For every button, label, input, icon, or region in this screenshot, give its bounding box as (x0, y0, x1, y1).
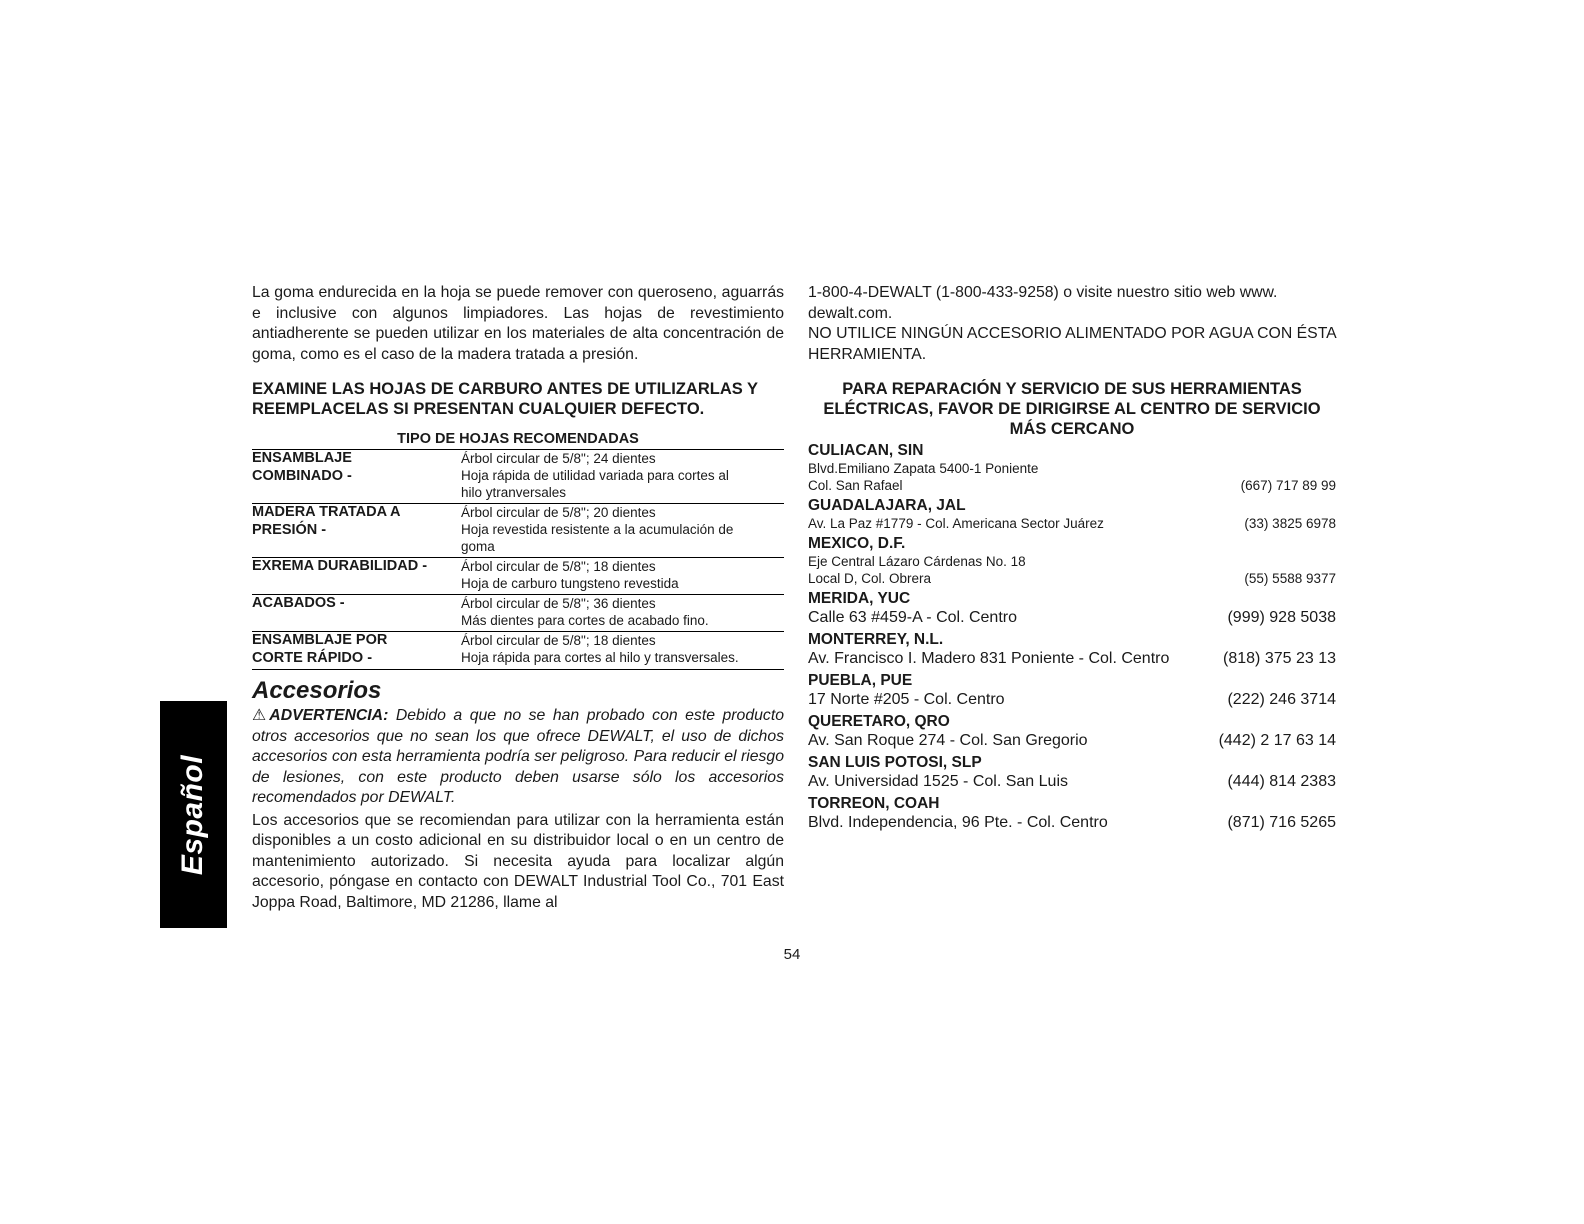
blade-type-label-line: MADERA TRATADA A (252, 504, 401, 520)
warning-triangle-icon: ⚠ (252, 707, 270, 724)
service-center-address: Col. San Rafael (808, 478, 903, 493)
blade-table-title: TIPO DE HOJAS RECOMENDADAS (397, 431, 639, 447)
blade-table-row (252, 450, 784, 504)
service-center-line (808, 690, 1336, 710)
blade-description-line: Hoja de carburo tungsteno revestida (461, 576, 679, 591)
service-center-phone: (444) 814 2383 (1227, 773, 1336, 790)
blade-type-label-line: ENSAMBLAJE (252, 450, 352, 466)
language-side-tab (160, 701, 227, 928)
service-center-line (808, 731, 1336, 751)
blade-description-line: Árbol circular de 5/8"; 18 dientes (461, 633, 656, 648)
service-center (808, 753, 1336, 792)
service-center-line (808, 649, 1336, 669)
service-center (808, 496, 1336, 532)
service-center-phone: (999) 928 5038 (1227, 609, 1336, 626)
service-center (808, 671, 1336, 710)
service-center-phone: (871) 716 5265 (1227, 814, 1336, 831)
blade-description (461, 450, 784, 504)
blade-description-line: Árbol circular de 5/8"; 36 dientes (461, 596, 656, 611)
blade-type-label-line: ENSAMBLAJE POR (252, 632, 388, 648)
blade-description-line: Hoja revestida resistente a la acumulación de (461, 522, 734, 537)
service-center (808, 589, 1336, 628)
blade-type-label-line: CORTE RÁPIDO - (252, 649, 373, 666)
blade-table-row (252, 595, 784, 632)
service-center-line (808, 460, 1336, 477)
service-center-city: QUERETARO, QRO (808, 713, 950, 730)
contact-continuation: 1-800-4-DEWALT (1-800-433-9258) o visite nuestro sitio web www. dewalt.com. (808, 284, 1278, 322)
service-center-line (808, 515, 1336, 532)
accessories-paragraph: Los accesorios que se recomiendan para utilizar con la herramienta están disponibles a un costo adicional en su distribuidor local o en un centro de mantenimiento autorizado. Si necesita ayuda para localizar algún accesorio, póngase en contacto con DEWALT Industrial Tool Co., 701 East Joppa Road, Baltimore, MD 21286, llame al (252, 811, 784, 911)
blade-description (461, 632, 784, 670)
service-center-address: Av. Universidad 1525 - Col. San Luis (808, 773, 1068, 790)
service-center-address: Av. Francisco I. Madero 831 Poniente - Col. Centro (808, 650, 1170, 667)
service-center-city: MERIDA, YUC (808, 590, 911, 607)
warning-lead (252, 707, 388, 724)
service-center-line (808, 553, 1336, 570)
service-center-line (808, 570, 1336, 587)
service-center (808, 441, 1336, 494)
service-center-address: 17 Norte #205 - Col. Centro (808, 691, 1005, 708)
service-center-phone: (442) 2 17 63 14 (1218, 732, 1336, 749)
service-center-address: Av. San Roque 274 - Col. San Gregorio (808, 732, 1088, 749)
service-center-city: MONTERREY, N.L. (808, 631, 944, 648)
blade-type-label (252, 450, 461, 504)
service-center (808, 712, 1336, 751)
blade-table-row (252, 632, 784, 670)
carbide-warning-heading: EXAMINE LAS HOJAS DE CARBURO ANTES DE UTILIZARLAS Y REEMPLACELAS SI PRESENTAN CUALQUIER DEFECTO. (252, 380, 758, 418)
service-center (808, 630, 1336, 669)
blade-description (461, 595, 784, 632)
service-center-phone: (818) 375 23 13 (1223, 650, 1336, 667)
blade-type-label (252, 632, 461, 670)
blade-type-label-line: EXREMA DURABILIDAD - (252, 558, 428, 574)
blade-description (461, 504, 784, 558)
service-center-address: Blvd. Independencia, 96 Pte. - Col. Centro (808, 814, 1108, 831)
service-center-city: MEXICO, D.F. (808, 535, 906, 552)
blade-table-row (252, 558, 784, 595)
blade-type-label-line: COMBINADO - (252, 467, 352, 484)
service-center (808, 534, 1336, 587)
blade-description-line: Hoja rápida para cortes al hilo y transversales. (461, 650, 739, 665)
service-center-city: PUEBLA, PUE (808, 672, 913, 689)
service-center-line (808, 772, 1336, 792)
blade-description-line: Más dientes para cortes de acabado fino. (461, 613, 709, 628)
service-center-city: CULIACAN, SIN (808, 442, 924, 459)
no-water-accessory-notice: NO UTILICE NINGÚN ACCESORIO ALIMENTADO POR AGUA CON ÉSTA HERRAMIENTA. (808, 325, 1336, 363)
blade-type-label-line: PRESIÓN - (252, 521, 327, 538)
service-center-address: Calle 63 #459-A - Col. Centro (808, 609, 1017, 626)
warning-lead-text: ADVERTENCIA: (269, 707, 389, 724)
service-center-city: TORREON, COAH (808, 795, 940, 812)
blade-description-line: Árbol circular de 5/8"; 24 dientes (461, 451, 656, 466)
service-center-phone: (222) 246 3714 (1227, 691, 1336, 708)
service-center-line (808, 477, 1336, 494)
service-center-address: Av. La Paz #1779 - Col. Americana Sector Juárez (808, 516, 1104, 531)
blade-type-label (252, 595, 461, 632)
blade-type-label-line: ACABADOS - (252, 595, 345, 611)
right-column (808, 283, 1336, 833)
service-center-line (808, 813, 1336, 833)
service-heading: PARA REPARACIÓN Y SERVICIO DE SUS HERRAMIENTAS ELÉCTRICAS, FAVOR DE DIRIGIRSE AL CENTRO DE SERVICIO MÁS CERCANO (823, 380, 1321, 438)
service-center-phone: (55) 5588 9377 (1244, 571, 1336, 586)
blade-description-line: hilo ytranversales (461, 485, 567, 500)
accessories-warning (252, 706, 784, 809)
blade-table-row (252, 504, 784, 558)
accessories-title: Accesorios (252, 677, 382, 704)
service-center-address: Local D, Col. Obrera (808, 571, 932, 586)
service-center-line (808, 608, 1336, 628)
left-column (252, 283, 784, 913)
blade-type-label (252, 558, 461, 595)
service-center-phone: (33) 3825 6978 (1244, 516, 1336, 531)
blade-description-line: goma (461, 539, 495, 554)
blade-description-line: Hoja rápida de utilidad variada para cortes al (461, 468, 729, 483)
blade-description (461, 558, 784, 595)
page-number: 54 (783, 946, 801, 963)
blade-table (252, 449, 784, 670)
service-center-address: Blvd.Emiliano Zapata 5400-1 Poniente (808, 461, 1039, 476)
warning-text: Debido a que no se han probado con este producto otros accesorios que no sean los que ofrece DEWALT, el uso de dichos accesorios con esta herramienta podría ser peligroso. Para reducir el riesgo de lesiones, con este producto deben usarse sólo los accesorios recomendados por DEWALT. (252, 707, 784, 806)
blade-description-line: Árbol circular de 5/8"; 18 dientes (461, 559, 656, 574)
service-center-list (808, 441, 1336, 833)
intro-paragraph: La goma endurecida en la hoja se puede remover con queroseno, aguarrás e inclusive con algunos limpiadores. Las hojas de revestimiento antiadherente se pueden utilizar en los materiales de alta concentración de goma, como es el caso de la madera tratada a presión. (252, 284, 784, 363)
service-center-city: GUADALAJARA, JAL (808, 497, 966, 514)
service-center-phone: (667) 717 89 99 (1240, 478, 1336, 493)
service-center-address: Eje Central Lázaro Cárdenas No. 18 (808, 554, 1026, 569)
blade-description-line: Árbol circular de 5/8"; 20 dientes (461, 505, 656, 520)
language-tab-label: Español (176, 754, 210, 875)
service-center (808, 794, 1336, 833)
blade-type-label (252, 504, 461, 558)
service-center-city: SAN LUIS POTOSI, SLP (808, 754, 982, 771)
